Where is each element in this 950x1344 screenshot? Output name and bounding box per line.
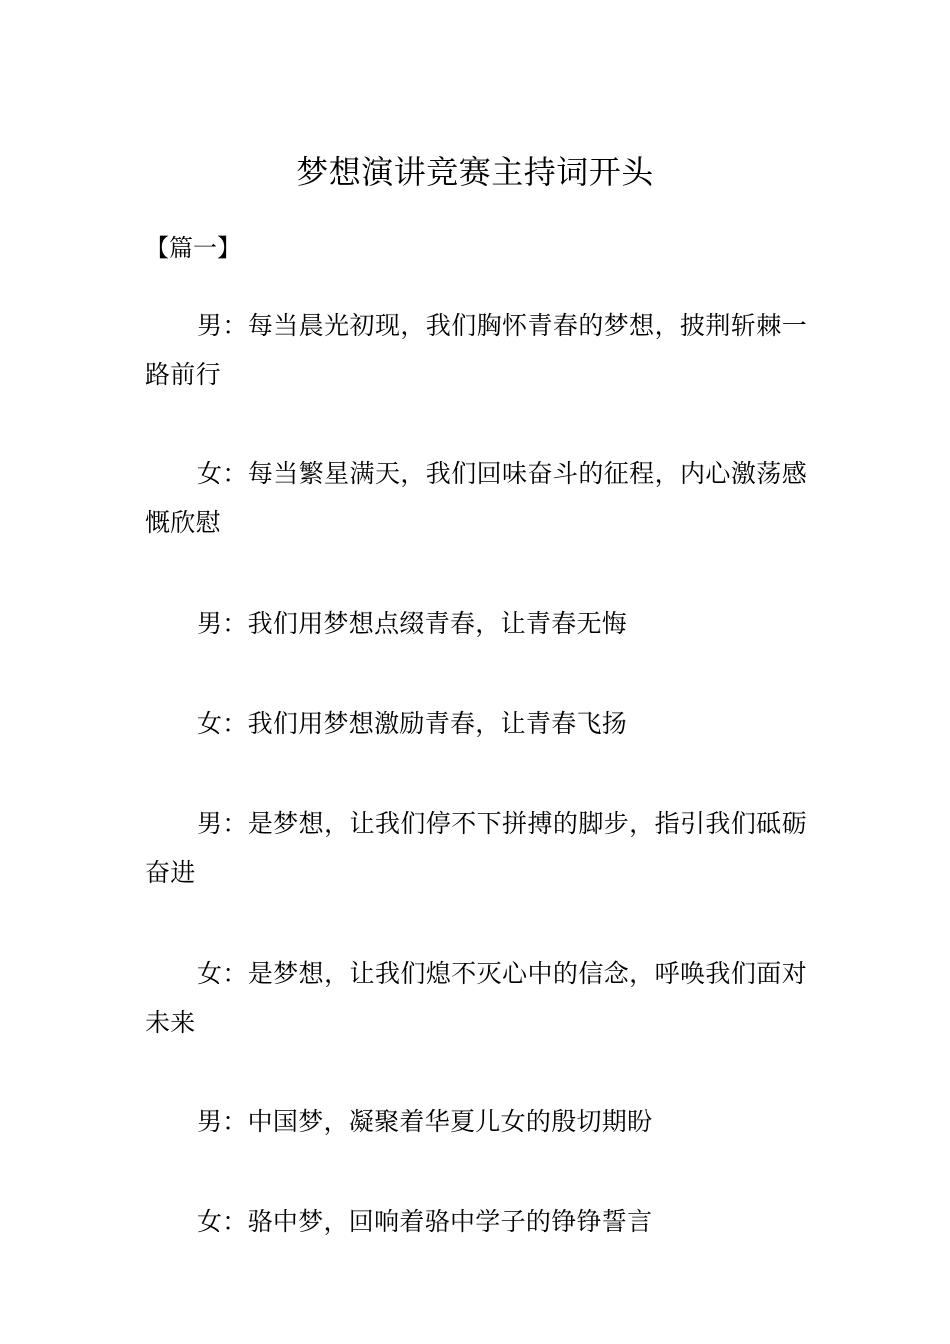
section-label: 【篇一】 (145, 234, 241, 262)
speech-paragraph: 女：每当繁星满天，我们回味奋斗的征程，内心激荡感慨欣慰 (145, 459, 807, 537)
speech-paragraph: 男：中国梦，凝聚着华夏儿女的殷切期盼 (197, 1107, 653, 1136)
speech-paragraph: 男：每当晨光初现，我们胸怀青春的梦想，披荆斩棘一路前行 (145, 311, 807, 389)
speech-paragraph: 女：是梦想，让我们熄不灭心中的信念，呼唤我们面对未来 (145, 959, 807, 1037)
speech-paragraph: 女：骆中梦，回响着骆中学子的铮铮誓言 (197, 1207, 653, 1236)
speech-paragraph: 女：我们用梦想激励青春，让青春飞扬 (197, 709, 628, 738)
document-title: 梦想演讲竞赛主持词开头 (296, 153, 654, 192)
speech-paragraph: 男：是梦想，让我们停不下拼搏的脚步，指引我们砥砺奋进 (145, 809, 807, 887)
speech-paragraph: 男：我们用梦想点缀青春，让青春无悔 (197, 609, 628, 638)
